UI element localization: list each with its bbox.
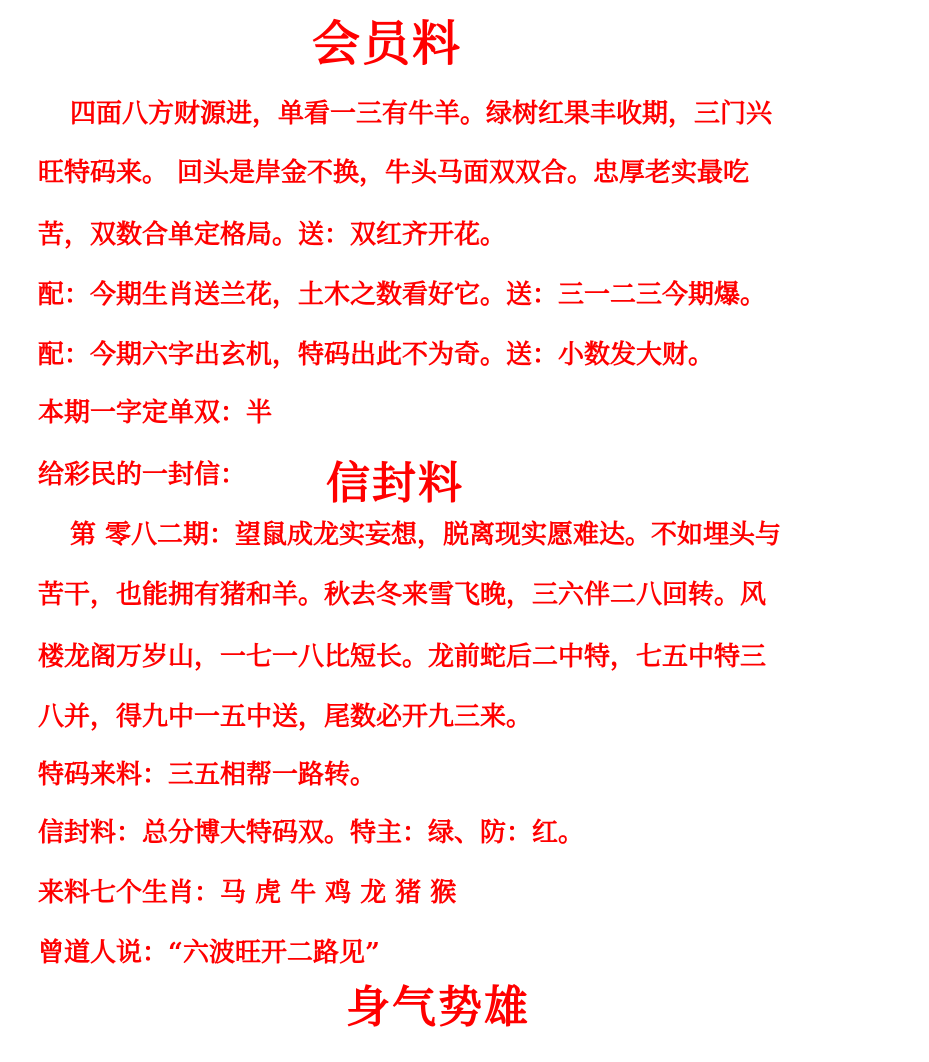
- letter-label: 给彩民的一封信：: [38, 460, 247, 490]
- envelope-poem-line-2: 苦干，也能拥有猪和羊。秋去冬来雪飞晚，三六伴二八回转。风: [38, 580, 767, 610]
- envelope-material-title: 信封料: [326, 458, 464, 509]
- member-poem-line-3: 苦，双数合单定格局。送：双红齐开花。: [38, 220, 507, 250]
- envelope-poem-line-4: 八并，得九中一五中送，尾数必开九三来。: [38, 702, 533, 732]
- envelope-poem-line-3: 楼龙阁万岁山，一七一八比短长。龙前蛇后二中特，七五中特三: [38, 642, 767, 672]
- special-code-line: 特码来料：三五相帮一路转。: [38, 760, 377, 790]
- member-poem-line-1: 四面八方财源进，单看一三有牛羊。绿树红果丰收期，三门兴: [70, 99, 773, 129]
- pair-line-2: 配：今期六字出玄机，特码出此不为奇。送：小数发大财。: [38, 340, 715, 370]
- quote-line: 曾道人说：“六波旺开二路见”: [38, 938, 380, 968]
- zodiac-line: 来料七个生肖：马 虎 牛 鸡 龙 猪 猴: [38, 878, 457, 908]
- footer-title: 身气势雄: [346, 982, 530, 1033]
- member-poem-line-2: 旺特码来。 回头是岸金不换，牛头马面双双合。忠厚老实最吃: [38, 158, 750, 188]
- envelope-material-line: 信封料：总分博大特码双。特主：绿、防：红。: [38, 818, 585, 848]
- pair-line-1: 配：今期生肖送兰花，土木之数看好它。送：三一二三今期爆。: [38, 280, 767, 310]
- member-material-title: 会员料: [312, 16, 463, 72]
- envelope-poem-line-1: 第 零八二期：望鼠成龙实妄想，脱离现实愿难达。不如埋头与: [70, 520, 782, 550]
- single-word-line: 本期一字定单双：半: [38, 398, 273, 428]
